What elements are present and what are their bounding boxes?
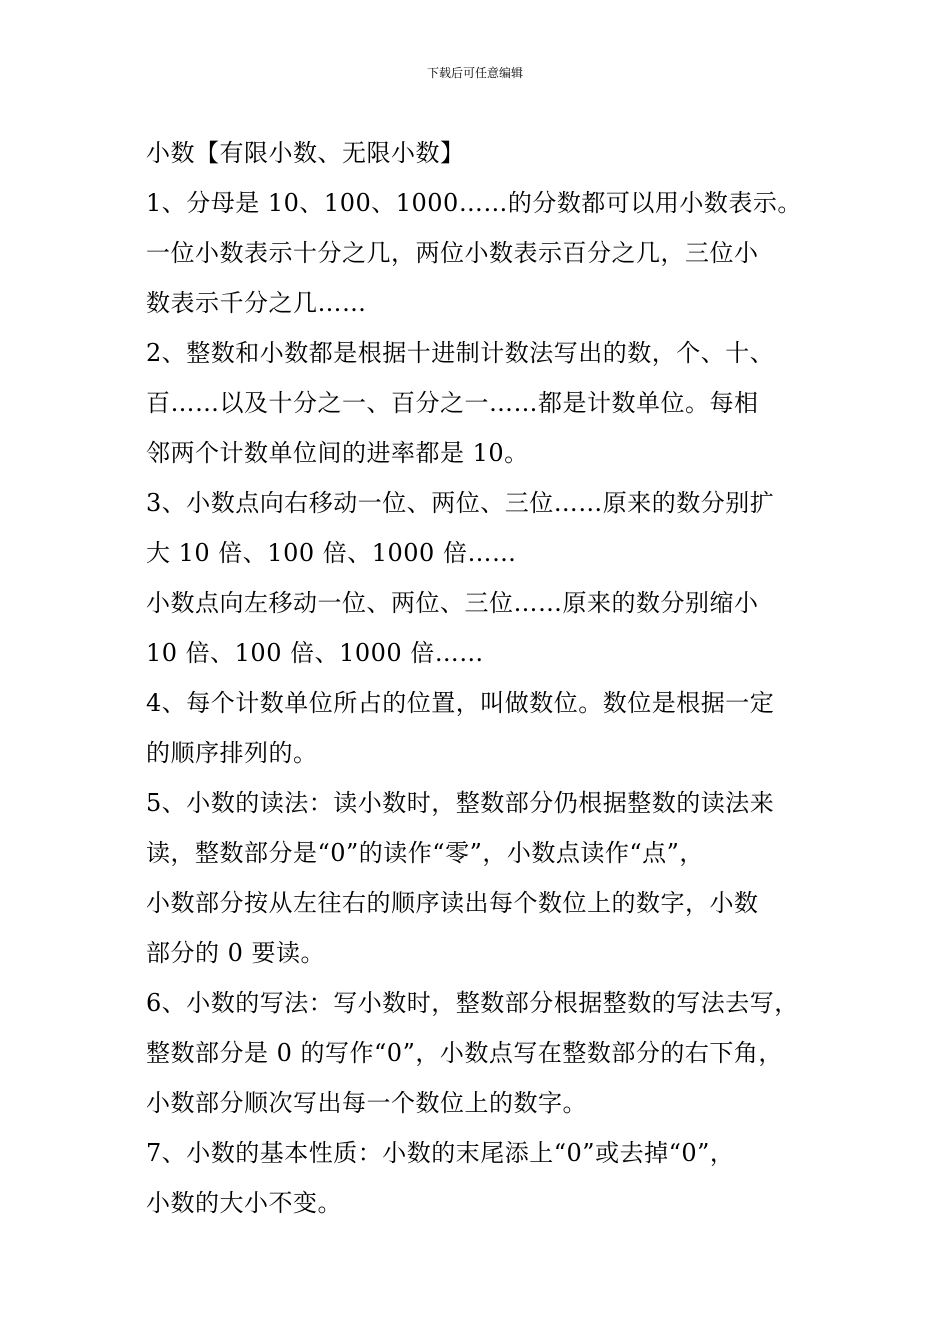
text-line: 部分的 0 要读。 [146,939,326,967]
text-line: 6、小数的写法：写小数时，整数部分根据整数的写法去写， [146,989,799,1017]
text-line: 小数的大小不变。 [146,1189,342,1217]
text-line: 4、每个计数单位所占的位置，叫做数位。数位是根据一定 [146,689,775,717]
text-line: 小数部分按从左往右的顺序读出每个数位上的数字，小数 [146,889,759,917]
text-line: 邻两个计数单位间的进率都是 10。 [146,439,529,467]
text-line: 1、分母是 10、100、1000……的分数都可以用小数表示。 [146,189,802,217]
text-line: 7、小数的基本性质：小数的末尾添上“0”或去掉“0”， [146,1139,735,1167]
text-line: 整数部分是 0 的写作“0”，小数点写在整数部分的右下角， [146,1039,783,1067]
text-line: 5、小数的读法：读小数时，整数部分仍根据整数的读法来 [146,789,775,817]
text-line: 百……以及十分之一、百分之一……都是计数单位。每相 [146,389,759,417]
text-line: 大 10 倍、100 倍、1000 倍…… [146,539,517,567]
document-body [146,128,836,1228]
text-line: 一位小数表示十分之几，两位小数表示百分之几，三位小 [146,239,759,267]
text-line: 数表示千分之几…… [146,289,367,317]
text-line: 小数点向左移动一位、两位、三位……原来的数分别缩小 [146,589,759,617]
text-line: 的顺序排列的。 [146,739,318,767]
text-line: 3、小数点向右移动一位、两位、三位……原来的数分别扩 [146,489,775,517]
text-line: 2、整数和小数都是根据十进制计数法写出的数，个、十、 [146,339,775,367]
document-title: 小数【有限小数、无限小数】 [146,139,465,167]
text-line: 读，整数部分是“0”的读作“零”，小数点读作“点”， [146,839,704,867]
page-header: 下载后可任意编辑 [426,66,523,80]
text-line: 小数部分顺次写出每一个数位上的数字。 [146,1089,587,1117]
text-line: 10 倍、100 倍、1000 倍…… [146,639,484,667]
